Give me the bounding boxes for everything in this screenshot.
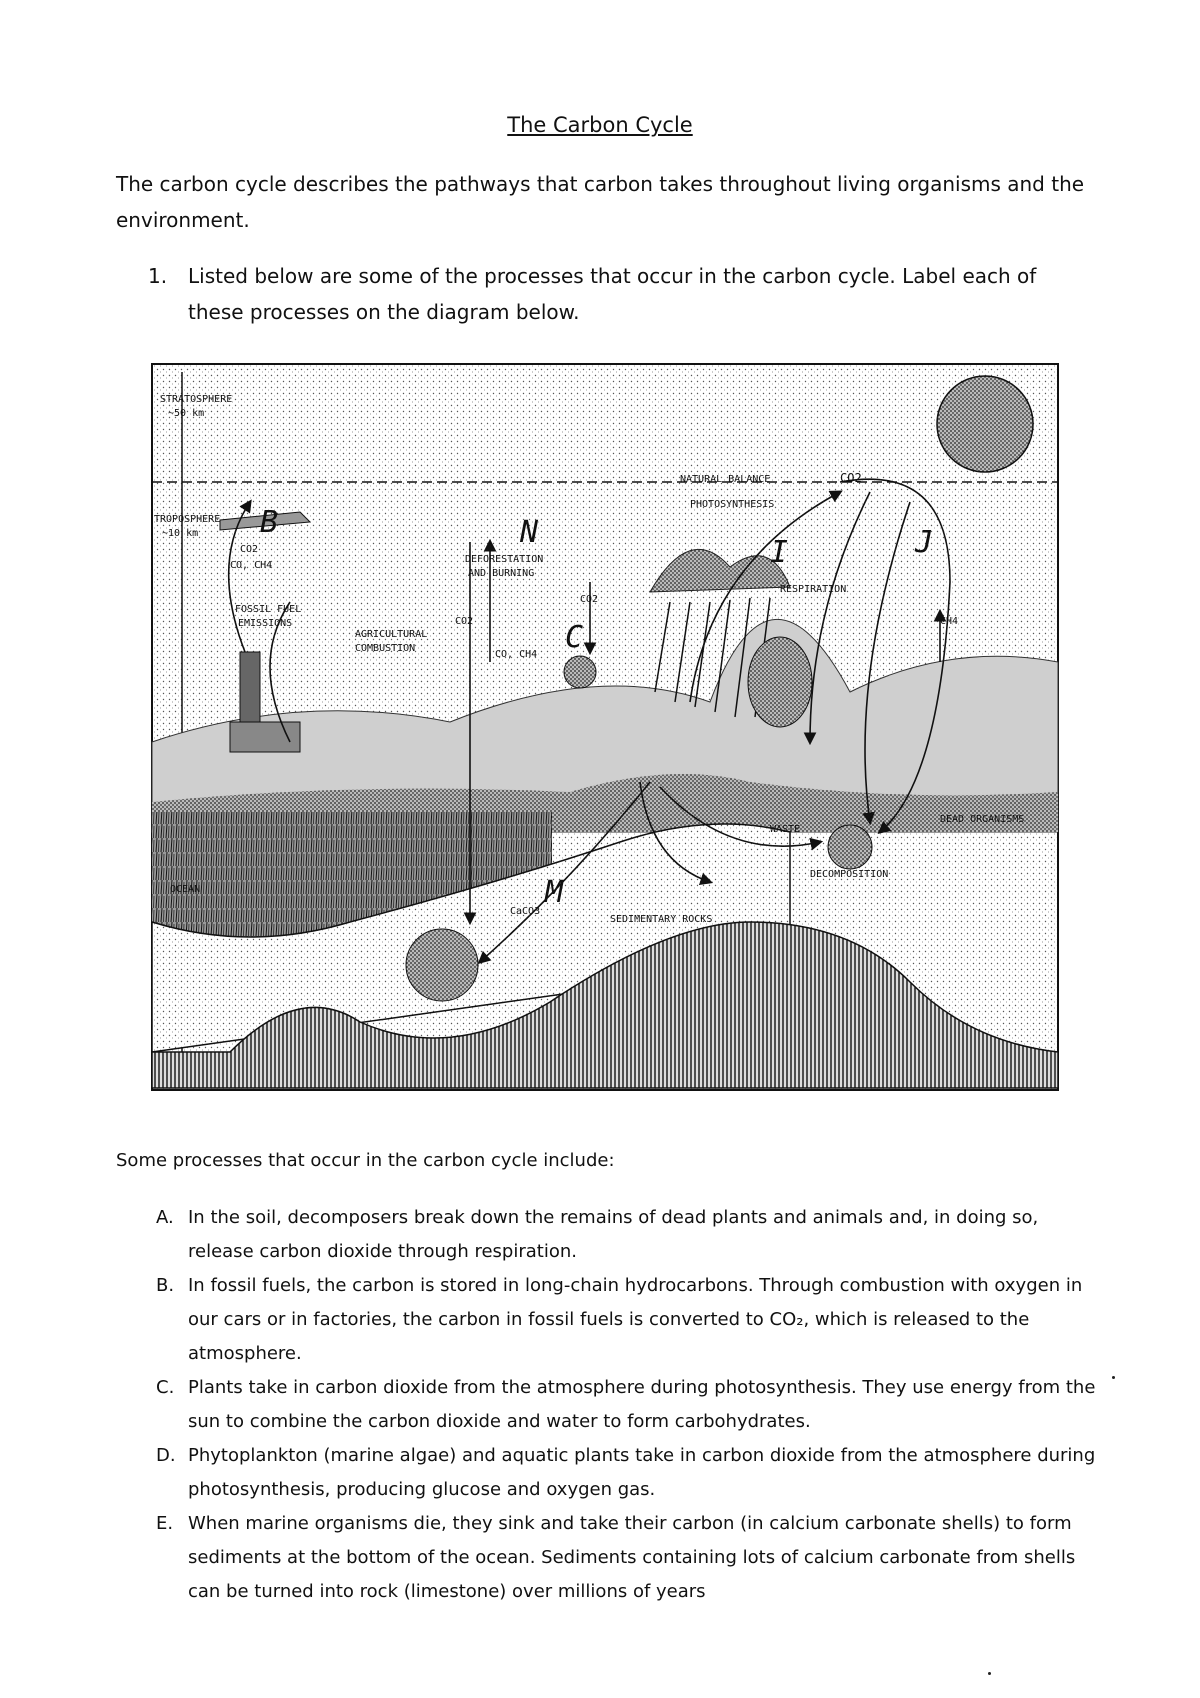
- label-ocean: OCEAN: [170, 884, 201, 895]
- list-item: [148, 1201, 1098, 1269]
- label-caco3: CaCO3: [510, 906, 541, 917]
- label-dead-organisms: DEAD ORGANISMS: [940, 814, 1025, 825]
- label-co2-left: CO2: [240, 544, 259, 555]
- label-troposphere: TROPOSPHERE: [154, 514, 221, 525]
- process-list: [148, 1201, 1098, 1609]
- label-photosynthesis: PHOTOSYNTHESIS: [690, 499, 775, 510]
- stray-mark: [988, 1672, 991, 1675]
- label-fossil-fuel: FOSSIL FUEL: [235, 604, 302, 615]
- label-co2-top: CO2: [840, 471, 862, 485]
- label-stratosphere: STRATOSPHERE: [160, 394, 233, 405]
- label-emissions: EMISSIONS: [238, 618, 293, 629]
- handwritten-letter-j: J: [915, 525, 934, 560]
- question-text: Listed below are some of the processes that occur in the carbon cycle. Label each of these processes on the diagram below.: [188, 264, 1037, 324]
- phytoplankton-circle: [406, 929, 478, 1001]
- label-co2-rain: CO2: [580, 594, 599, 605]
- decomposer-circle: [828, 825, 872, 869]
- handwritten-letter-n: N: [520, 515, 539, 550]
- processes-intro: Some processes that occur in the carbon cycle include:: [116, 1150, 615, 1171]
- list-item: [148, 1507, 1098, 1609]
- label-troposphere-height: ~10 km: [162, 528, 199, 539]
- label-co-ch4: CO, CH4: [230, 560, 273, 571]
- list-item: [148, 1269, 1098, 1371]
- factory-chimney: [240, 652, 260, 732]
- list-item-letter: E.: [156, 1513, 174, 1534]
- carbon-cycle-diagram: [150, 362, 1060, 1092]
- list-item-letter: D.: [156, 1445, 176, 1466]
- list-item: [148, 1371, 1098, 1439]
- question-number: 1.: [148, 264, 168, 288]
- label-deforestation: DEFORESTATION: [465, 554, 544, 565]
- handwritten-letter-i: I: [770, 535, 789, 570]
- tree-crown: [748, 637, 812, 727]
- label-agricultural: AGRICULTURAL: [355, 629, 428, 640]
- handwritten-letter-b: B: [260, 505, 279, 540]
- label-sedimentary-rocks: SEDIMENTARY ROCKS: [610, 914, 713, 925]
- label-respiration: RESPIRATION: [780, 584, 847, 595]
- list-item-text: Plants take in carbon dioxide from the atmosphere during photosynthesis. They use energy from the sun to combine the carbon dioxide and water to form carbohydrates.: [188, 1377, 1096, 1432]
- sun-icon: [937, 376, 1033, 472]
- stray-mark: [1112, 1376, 1115, 1379]
- handwritten-letter-c: C: [565, 620, 584, 655]
- label-co-ch4-mid: CO, CH4: [495, 649, 538, 660]
- label-co2-mid: CO2: [455, 616, 474, 627]
- label-ch4: CH4: [940, 616, 959, 627]
- handwritten-letter-m: M: [545, 875, 564, 910]
- label-waste: WASTE: [770, 824, 801, 835]
- list-item-text: In the soil, decomposers break down the remains of dead plants and animals and, in doing so, release carbon dioxide through respiration.: [188, 1207, 1039, 1262]
- factory: [230, 722, 300, 752]
- list-item: [148, 1439, 1098, 1507]
- label-decomposition: DECOMPOSITION: [810, 869, 889, 880]
- intro-paragraph: The carbon cycle describes the pathways that carbon takes throughout living organisms and the environment.: [116, 172, 1085, 232]
- label-stratosphere-height: ~50 km: [168, 408, 205, 419]
- label-and-burning: AND BURNING: [468, 568, 535, 579]
- list-item-text: When marine organisms die, they sink and take their carbon (in calcium carbonate shells) to form sediments at the bottom of the ocean. Sediments containing lots of calcium carbonate from shells can be turned into rock (limestone) over millions of years: [188, 1513, 1076, 1602]
- list-item-text: In fossil fuels, the carbon is stored in long-chain hydrocarbons. Through combustion with oxygen in our cars or in factories, the carbon in fossil fuels is converted to CO₂, which is released to the atmosphere.: [188, 1275, 1083, 1364]
- list-item-letter: B.: [156, 1275, 175, 1296]
- list-item-text: Phytoplankton (marine algae) and aquatic plants take in carbon dioxide from the atmosphere during photosynthesis, producing glucose and oxygen gas.: [188, 1445, 1096, 1500]
- list-item-letter: A.: [156, 1207, 174, 1228]
- page-title: The Carbon Cycle: [507, 113, 693, 137]
- list-item-letter: C.: [156, 1377, 175, 1398]
- bush: [564, 656, 596, 688]
- label-combustion: COMBUSTION: [355, 643, 416, 654]
- label-natural-balance: NATURAL BALANCE: [680, 474, 771, 485]
